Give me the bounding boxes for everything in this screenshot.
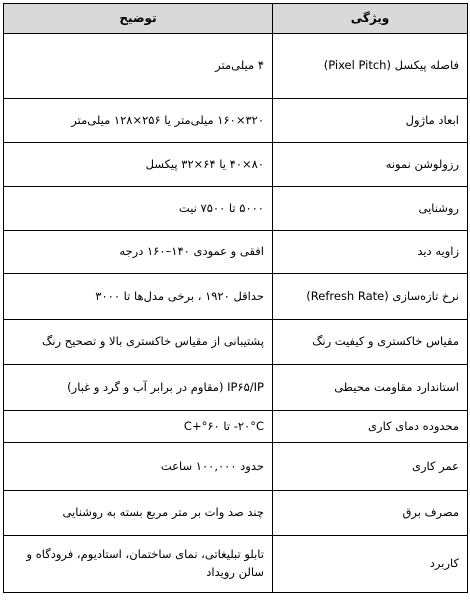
description-cell: پشتیبانی از مقیاس خاکستری بالا و تصحیح رنگ: [4, 320, 273, 365]
table-row: [4, 491, 468, 536]
description-cell: IP۶۵/IP (مقاوم در برابر آب و گرد و غبار): [4, 365, 273, 411]
feature-cell: نرخ تازه‌سازی (Refresh Rate): [273, 274, 468, 320]
feature-cell: کاربرد: [273, 536, 468, 593]
header-row: [4, 4, 468, 34]
feature-cell: مقیاس خاکستری و کیفیت رنگ: [273, 320, 468, 365]
feature-column-header: ویژگی: [273, 4, 468, 34]
table-row: [4, 231, 468, 274]
table-row: [4, 274, 468, 320]
description-cell: ۳۲۰×۱۶۰ میلی‌متر یا ۲۵۶×۱۲۸ میلی‌متر: [4, 99, 273, 143]
feature-cell: رزولوشن نمونه: [273, 143, 468, 187]
table-row: [4, 443, 468, 491]
table-row: [4, 187, 468, 231]
feature-cell: روشنایی: [273, 187, 468, 231]
feature-cell: محدوده دمای کاری: [273, 411, 468, 443]
feature-cell: استاندارد مقاومت محیطی: [273, 365, 468, 411]
description-cell: ۲۰°C- تا ۶۰°+C: [4, 411, 273, 443]
description-cell: ۸۰×۴۰ یا ۶۴×۳۲ پیکسل: [4, 143, 273, 187]
table-row: [4, 536, 468, 593]
feature-cell: فاصله پیکسل (Pixel Pitch): [273, 34, 468, 99]
feature-cell: ابعاد ماژول: [273, 99, 468, 143]
description-cell: حداقل ۱۹۲۰ ، برخی مدل‌ها تا ۳۰۰۰: [4, 274, 273, 320]
table-row: [4, 320, 468, 365]
feature-cell: زاویه دید: [273, 231, 468, 274]
table-row: [4, 99, 468, 143]
description-cell: ۵۰۰۰ تا ۷۵۰۰ نیت: [4, 187, 273, 231]
table-row: [4, 365, 468, 411]
description-cell: افقی و عمودی ۱۴۰–۱۶۰ درجه: [4, 231, 273, 274]
description-cell: چند صد وات بر متر مربع بسته به روشنایی: [4, 491, 273, 536]
description-column-header: توضیح: [4, 4, 273, 34]
description-cell: تابلو تبلیغاتی، نمای ساختمان، استادیوم، فرودگاه و سالن رویداد: [4, 536, 273, 593]
feature-cell: مصرف برق: [273, 491, 468, 536]
specifications-table: [3, 3, 468, 593]
feature-cell: عمر کاری: [273, 443, 468, 491]
table-row: [4, 143, 468, 187]
table-row: [4, 34, 468, 99]
description-cell: ۴ میلی‌متر: [4, 34, 273, 99]
table-row: [4, 411, 468, 443]
description-cell: حدود ۱۰۰,۰۰۰ ساعت: [4, 443, 273, 491]
